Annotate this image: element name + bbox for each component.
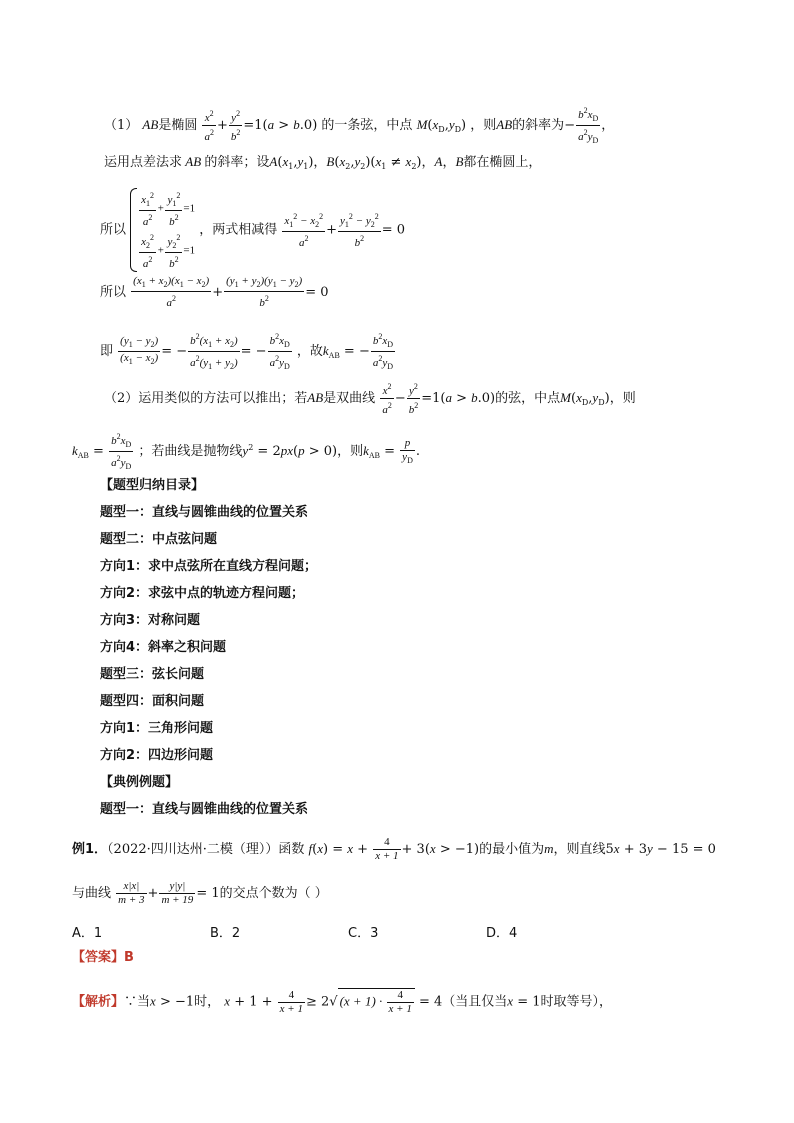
text: ，则 bbox=[609, 391, 636, 406]
example1-line1: 例1．（2022·四川达州·二模（理））函数 f(x) = x + $\frac{4}{x + 1}$ + 3(x > −1)的最小值为m，则直线5x + 3y − 15 = 0 bbox=[72, 836, 716, 862]
section1-line5: 即 $\frac{(y_1 - y_2)}{(x_1 - x_2)}$ = − $\frac{b^2(x_1 + x_2)}{a^2(y_1 + y_2)}$ = − $\frac{b^2x_D}{a^2y_D}$ ，故$k_{AB}$ = − $\frac{b^2x_D}{a^2y_D}$ bbox=[100, 332, 394, 371]
section2-line2: $k_{AB}$ = $\frac{b^2x_D}{a^2y_D}$ ；若曲线是抛物线$y^2 = 2px(p > 0)$，则$k_{AB}$ = $\frac{p}{y_D}$ . bbox=[72, 432, 420, 471]
text: 都在椭圆上， bbox=[463, 155, 542, 170]
toc-item: 题型四：面积问题 bbox=[100, 694, 205, 709]
toc-item: 方向3：对称问题 bbox=[100, 613, 201, 628]
section2-line1: （2）运用类似的方法可以推出；若AB是双曲线 $\frac{x^2}{a^2}$ − $\frac{y^2}{b^2}$ =1(a > b.0)的弦，中点$M(x_D,y_D)$，则 bbox=[104, 382, 636, 416]
fraction: $\frac{b^2x_D}{a^2y_D}$ bbox=[269, 332, 290, 371]
text: ，两式相减得 bbox=[199, 222, 278, 238]
examples-heading: 【典例例题】 bbox=[100, 775, 179, 790]
fraction: $\frac{4}{x + 1}$ bbox=[375, 836, 399, 862]
example-label: 例1． bbox=[72, 842, 108, 857]
fraction: $\frac{b^2x_D}{a^2y_D}$ bbox=[372, 332, 394, 371]
type-heading: 题型一：直线与圆锥曲线的位置关系 bbox=[100, 802, 309, 817]
text: 是双曲线 bbox=[323, 391, 376, 406]
text: ，故 bbox=[296, 344, 323, 359]
answer-value: B bbox=[124, 950, 134, 965]
fraction: $\frac{y_1^2 - y_2^2}{b^2}$ bbox=[340, 212, 379, 249]
text: 的斜率；设 bbox=[204, 155, 270, 170]
label-1: （1） bbox=[104, 118, 139, 133]
text: 的一条弦，中点 bbox=[321, 118, 413, 133]
fraction: $\frac{y^2}{b^2}$ bbox=[230, 109, 241, 143]
text: 所以 bbox=[100, 285, 127, 300]
fraction: $\frac{b^2(x_1 + x_2)}{a^2(y_1 + y_2)}$ bbox=[190, 332, 238, 371]
text: ，则直线 bbox=[553, 842, 606, 857]
text: 的斜率为 bbox=[512, 118, 565, 133]
fraction: $\frac{(x_1 + x_2)(x_1 - x_2)}{a^2}$ bbox=[133, 275, 210, 309]
text: ，则 bbox=[337, 444, 364, 459]
toc-item: 方向2：四边形问题 bbox=[100, 748, 214, 763]
toc-item: 方向2：求弦中点的轨迹方程问题； bbox=[100, 586, 305, 601]
text: 的交点个数为（ ） bbox=[219, 886, 328, 901]
option-c[interactable]: C．3 bbox=[348, 926, 379, 941]
option-d[interactable]: D．4 bbox=[486, 926, 518, 941]
option-b[interactable]: B．2 bbox=[210, 926, 241, 941]
section1-line3: 所以 $\frac{x_1^2}{a^2}$ + $\frac{y_1^2}{b^2}$ =1 $\frac{x_2^2}{a^2}$ + $\frac{y_2^2}{b^2}$ =1 ，两式相减得 $\frac{x_1^2 - x_2^2}{a^2}$ + $\frac{y_1^2 - y_2^2}{b^2}$ = 0 bbox=[100, 188, 405, 272]
toc-item: 题型三：弦长问题 bbox=[100, 667, 205, 682]
toc-item: 题型一：直线与圆锥曲线的位置关系 bbox=[100, 505, 309, 520]
text: ；若曲线是抛物线 bbox=[138, 444, 243, 459]
option-a[interactable]: A．1 bbox=[72, 926, 103, 941]
toc-heading: 【题型归纳目录】 bbox=[100, 478, 205, 493]
analysis-label: 【解析】 bbox=[72, 994, 125, 1010]
analysis-line: 【解析】∵当x > −1时， x + 1 + $\frac{4}{x + 1}$ ≥ 2√ (x + 1) · $\frac{4}{x + 1}$ = 4（当且仅当x = 1时取等号）， bbox=[72, 988, 613, 1015]
equation-system: $\frac{x_1^2}{a^2}$ + $\frac{y_1^2}{b^2}$ =1 $\frac{x_2^2}{a^2}$ + $\frac{y_2^2}{b^2}$ =1 bbox=[130, 188, 195, 272]
text: （2）运用类似的方法可以推出；若 bbox=[104, 391, 308, 406]
text: ∵当 bbox=[124, 994, 151, 1010]
text: （2022·四川达州·二模（理））函数 bbox=[107, 842, 305, 857]
toc-item: 方向1：求中点弦所在直线方程问题； bbox=[100, 559, 318, 574]
fraction: $\frac{x|x|}{m + 3}$ bbox=[118, 880, 145, 906]
fraction: $\frac{p}{y_D}$ bbox=[402, 436, 413, 465]
section1-line1: （1） AB是椭圆 $\frac{x^2}{a^2}$ + $\frac{y^2}{b^2}$ =1(a > b.0) 的一条弦，中点 $M(x_D,y_D)$ ，则AB的斜率为− $\frac{b^2x_D}{a^2y_D}$ ， bbox=[104, 106, 615, 145]
fraction: $\frac{y^2}{b^2}$ bbox=[408, 382, 419, 416]
text: 是椭圆 bbox=[158, 118, 198, 133]
fraction: $\frac{x^2}{a^2}$ bbox=[204, 109, 214, 143]
toc-item: 方向4：斜率之积问题 bbox=[100, 640, 227, 655]
text: 时取等号）， bbox=[540, 994, 613, 1010]
text: （当且仅当 bbox=[442, 994, 508, 1010]
fraction: $\frac{b^2x_D}{a^2y_D}$ bbox=[578, 106, 599, 145]
fraction: $\frac{(y_1 - y_2)}{(x_1 - x_2)}$ bbox=[120, 335, 159, 366]
toc-item: 方向1：三角形问题 bbox=[100, 721, 214, 736]
toc-item: 题型二：中点弦问题 bbox=[100, 532, 218, 547]
example1-line2: 与曲线 $\frac{x|x|}{m + 3}$ + $\frac{y|y|}{m + 19}$ = 1的交点个数为（ ） bbox=[72, 880, 328, 906]
fraction: $\frac{4}{x + 1}$ bbox=[279, 988, 303, 1015]
section1-line4: 所以 $\frac{(x_1 + x_2)(x_1 - x_2)}{a^2}$ + $\frac{(y_1 + y_2)(y_1 - y_2)}{b^2}$ = 0 bbox=[100, 275, 329, 309]
text: 时， bbox=[194, 994, 221, 1010]
text: 即 bbox=[100, 344, 114, 359]
fraction: $\frac{(y_1 + y_2)(y_1 - y_2)}{b^2}$ bbox=[226, 275, 303, 309]
answer-line bbox=[72, 948, 134, 968]
text: 的弦，中点 bbox=[495, 391, 561, 406]
text: ，则 bbox=[470, 118, 497, 133]
fraction: $\frac{x^2}{a^2}$ bbox=[382, 382, 392, 416]
answer-label: 【答案】 bbox=[72, 950, 125, 965]
fraction: $\frac{x_1^2 - x_2^2}{a^2}$ bbox=[284, 212, 324, 249]
text: 与曲线 bbox=[72, 886, 112, 901]
text: 所以 bbox=[100, 222, 127, 238]
text: 运用点差法求 bbox=[104, 155, 183, 170]
text: 的最小值为 bbox=[479, 842, 545, 857]
sqrt: √ (x + 1) · $\frac{4}{x + 1}$ bbox=[329, 988, 415, 1016]
section1-line2: 运用点差法求 AB 的斜率；设$A(x_1,y_1)$，$B(x_2,y_2)(x_1 \ne x_2)$，A，B都在椭圆上， bbox=[104, 154, 542, 171]
fraction: $\frac{y|y|}{m + 19}$ bbox=[161, 880, 194, 906]
fraction: $\frac{b^2x_D}{a^2y_D}$ bbox=[111, 432, 132, 471]
